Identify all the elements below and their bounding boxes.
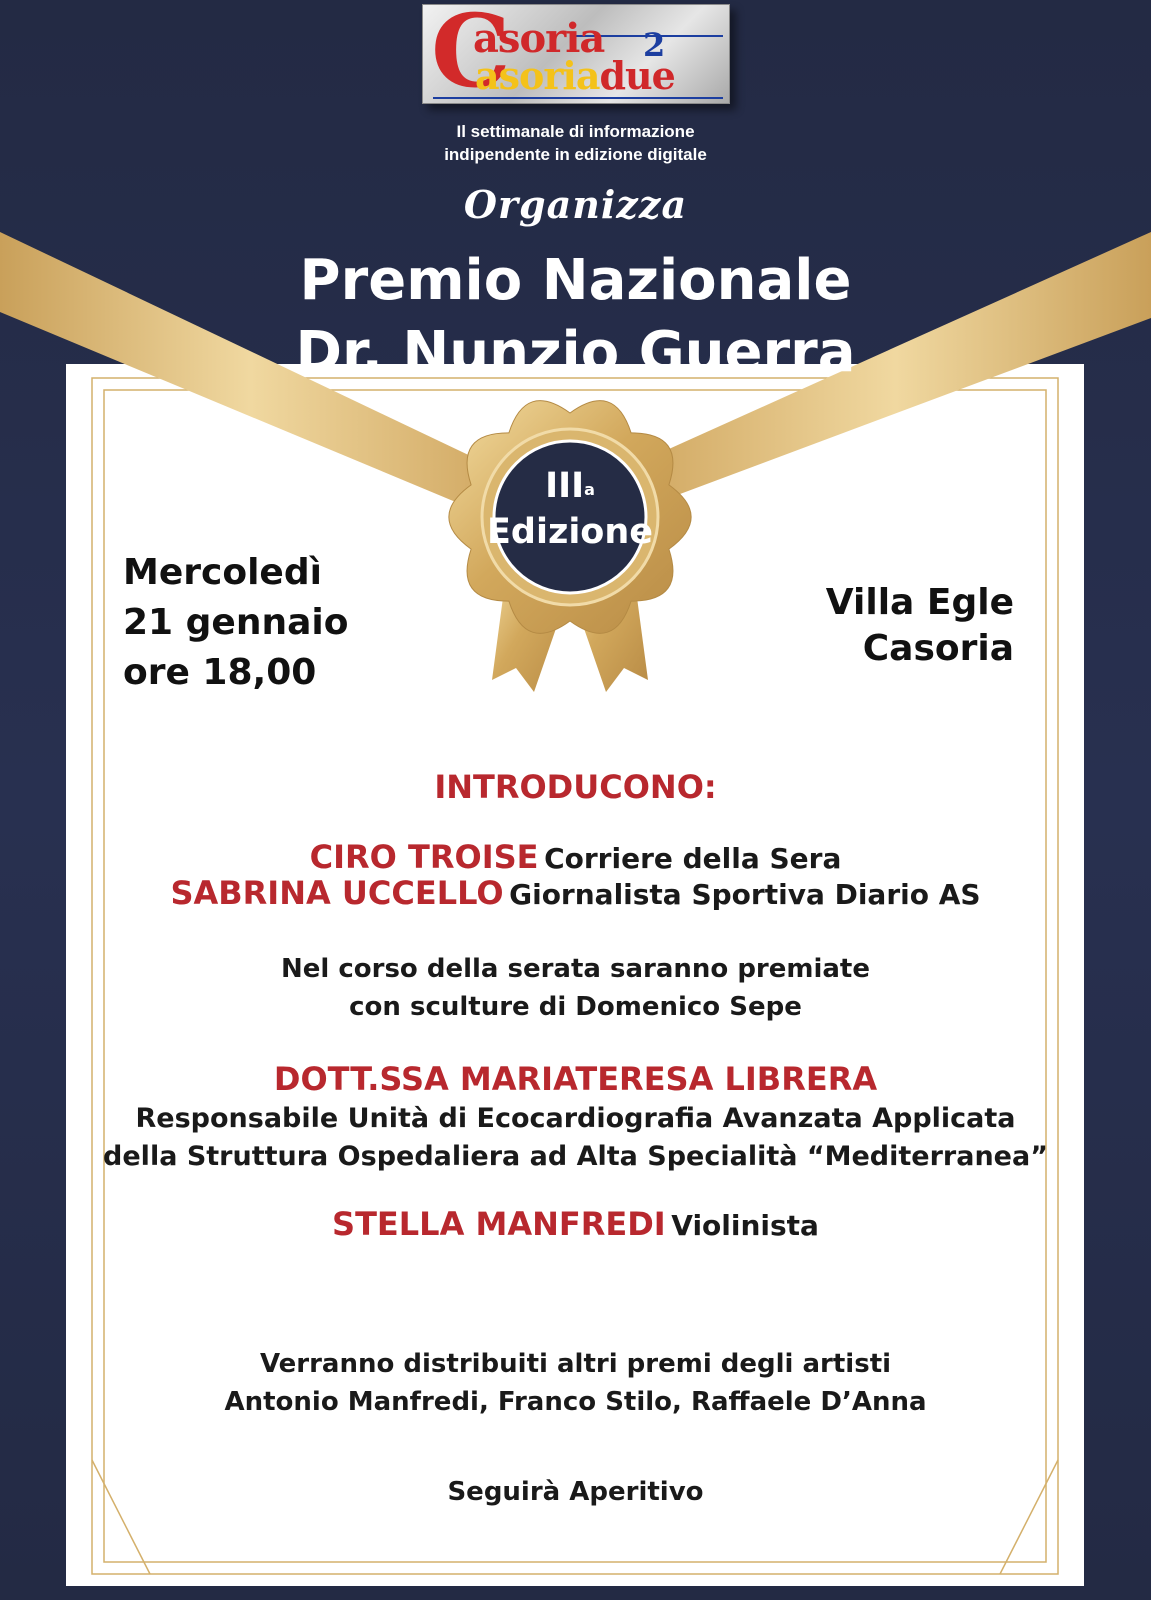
honoree-desc-line1: Responsabile Unità di Ecocardiografia Avanzata Applicata (135, 1103, 1016, 1134)
honoree-2-role: Violinista (671, 1209, 819, 1242)
logo-line1-number: 2 (643, 26, 666, 64)
tagline-line1: Il settimanale di informazione (456, 122, 695, 141)
event-time: ore 18,00 (123, 652, 317, 693)
introducono-heading: INTRODUCONO: (434, 768, 717, 806)
logo-line2-suffix: due (599, 53, 675, 98)
logo-line2 (475, 53, 675, 98)
closing-note: Seguirà Aperitivo (447, 1477, 704, 1507)
tagline-line2: indipendente in edizione digitale (444, 145, 707, 164)
award-intro (0, 950, 1151, 1026)
venue-city: Casoria (862, 628, 1014, 669)
event-date-text: 21 gennaio (123, 602, 349, 643)
logo-line1: asoria (473, 15, 605, 62)
award-intro-line2: con sculture di Domenico Sepe (349, 992, 802, 1022)
speaker-1 (0, 838, 1151, 876)
title-line1: Premio Nazionale (299, 248, 852, 313)
edition-label (485, 463, 655, 555)
speaker-2-role: Giornalista Sportiva Diario AS (509, 878, 981, 911)
edition-suffix: a (584, 480, 595, 499)
honoree-2 (0, 1205, 1151, 1243)
event-date (123, 548, 348, 698)
title-line2: Dr. Nunzio Guerra (295, 320, 856, 385)
other-awards (0, 1345, 1151, 1421)
edition-numeral: III (545, 466, 585, 506)
other-awards-line1: Verranno distribuiti altri premi degli artisti (259, 1349, 892, 1379)
speaker-2-name: SABRINA UCCELLO (170, 874, 504, 912)
honoree-2-name: STELLA MANFREDI (332, 1205, 666, 1243)
page-title (0, 245, 1151, 389)
venue-name: Villa Egle (825, 582, 1014, 623)
honoree-name: DOTT.SSA MARIATERESA LIBRERA (273, 1060, 878, 1098)
organizza-label: Organizza (463, 182, 688, 227)
award-intro-line1: Nel corso della serata saranno premiate (280, 954, 870, 984)
edition-word: Edizione (486, 512, 654, 552)
event-day: Mercoledì (123, 552, 322, 593)
honoree-description (0, 1100, 1151, 1176)
event-venue (826, 580, 1014, 672)
casoria-due-logo (422, 4, 730, 104)
honoree-desc-line2: della Struttura Ospedaliera ad Alta Specialità “Mediterranea” (103, 1141, 1048, 1172)
speaker-1-name: CIRO TROISE (309, 838, 539, 876)
speaker-1-role: Corriere della Sera (544, 842, 842, 875)
speaker-2 (0, 874, 1151, 912)
other-awards-line2: Antonio Manfredi, Franco Stilo, Raffaele D’Anna (224, 1387, 927, 1417)
tagline (0, 120, 1151, 166)
logo-line2-word: asoria (475, 53, 600, 98)
logo-initial: C (431, 4, 509, 104)
